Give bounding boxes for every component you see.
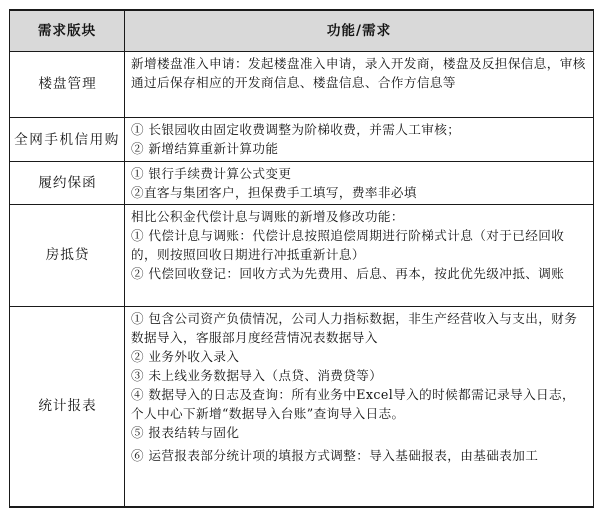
requirement-line: ② 新增结算重新计算功能 bbox=[131, 141, 279, 156]
requirement-line: ① 包含公司资产负债情况，公司人力指标数据，非生产经营收入与支出，财务数据导入，客服部月度经营情况表数据导入 bbox=[131, 311, 578, 345]
table-row bbox=[10, 205, 594, 307]
requirement-line: ④ 数据导入的日志及查询：所有业务中Excel导入的时候都需记录导入日志，个人中心下新增“数据导入台账”查询导入日志。 bbox=[131, 387, 576, 421]
table-row bbox=[10, 118, 594, 162]
requirement-line: ① 银行手续费计算公式变更 bbox=[131, 166, 292, 181]
module-cell: 统计报表 bbox=[10, 307, 125, 507]
module-cell: 履约保函 bbox=[10, 162, 125, 205]
requirement-cell bbox=[125, 205, 594, 307]
module-cell: 全网手机信用购 bbox=[10, 118, 125, 162]
requirement-line: ② 代偿回收登记：回收方式为先费用、后息、再本，按此优先级冲抵、调账 bbox=[131, 266, 565, 281]
requirement-line: ⑤ 报表结转与固化 bbox=[131, 425, 240, 440]
requirement-line: ③ 未上线业务数据导入（点贷、消费贷等） bbox=[131, 368, 383, 383]
requirement-cell bbox=[125, 307, 594, 507]
module-cell: 楼盘管理 bbox=[10, 52, 125, 118]
requirement-line: ⑥ 运营报表部分统计项的填报方式调整：导入基础报表，由基础表加工 bbox=[131, 448, 539, 463]
requirement-cell bbox=[125, 52, 594, 118]
table-row bbox=[10, 52, 594, 118]
requirement-cell bbox=[125, 162, 594, 205]
requirement-line: ②直客与集团客户，担保费手工填写，费率非必填 bbox=[131, 185, 417, 200]
header-function: 功能/需求 bbox=[125, 10, 594, 52]
table-header-row bbox=[10, 10, 594, 52]
requirement-line: ① 长银园收由固定收费调整为阶梯收费，并需人工审核； bbox=[131, 122, 461, 137]
requirement-cell bbox=[125, 118, 594, 162]
requirement-line: ① 代偿计息与调账：代偿计息按照追偿周期进行阶梯式计息（对于已经回收的，则按照回收日期进行冲抵重新计息） bbox=[131, 228, 565, 262]
header-module: 需求版块 bbox=[10, 10, 125, 52]
requirements-table-container bbox=[9, 9, 594, 508]
requirement-line: ② 业务外收入录入 bbox=[131, 349, 240, 364]
table-row bbox=[10, 307, 594, 507]
table-row bbox=[10, 162, 594, 205]
requirements-table bbox=[9, 9, 594, 508]
requirement-line: 新增楼盘准入申请：发起楼盘准入申请，录入开发商，楼盘及反担保信息，审核通过后保存相应的开发商信息、楼盘信息、合作方信息等 bbox=[131, 56, 586, 90]
requirement-line: 相比公积金代偿计息与调账的新增及修改功能： bbox=[131, 209, 404, 224]
module-cell: 房抵贷 bbox=[10, 205, 125, 307]
